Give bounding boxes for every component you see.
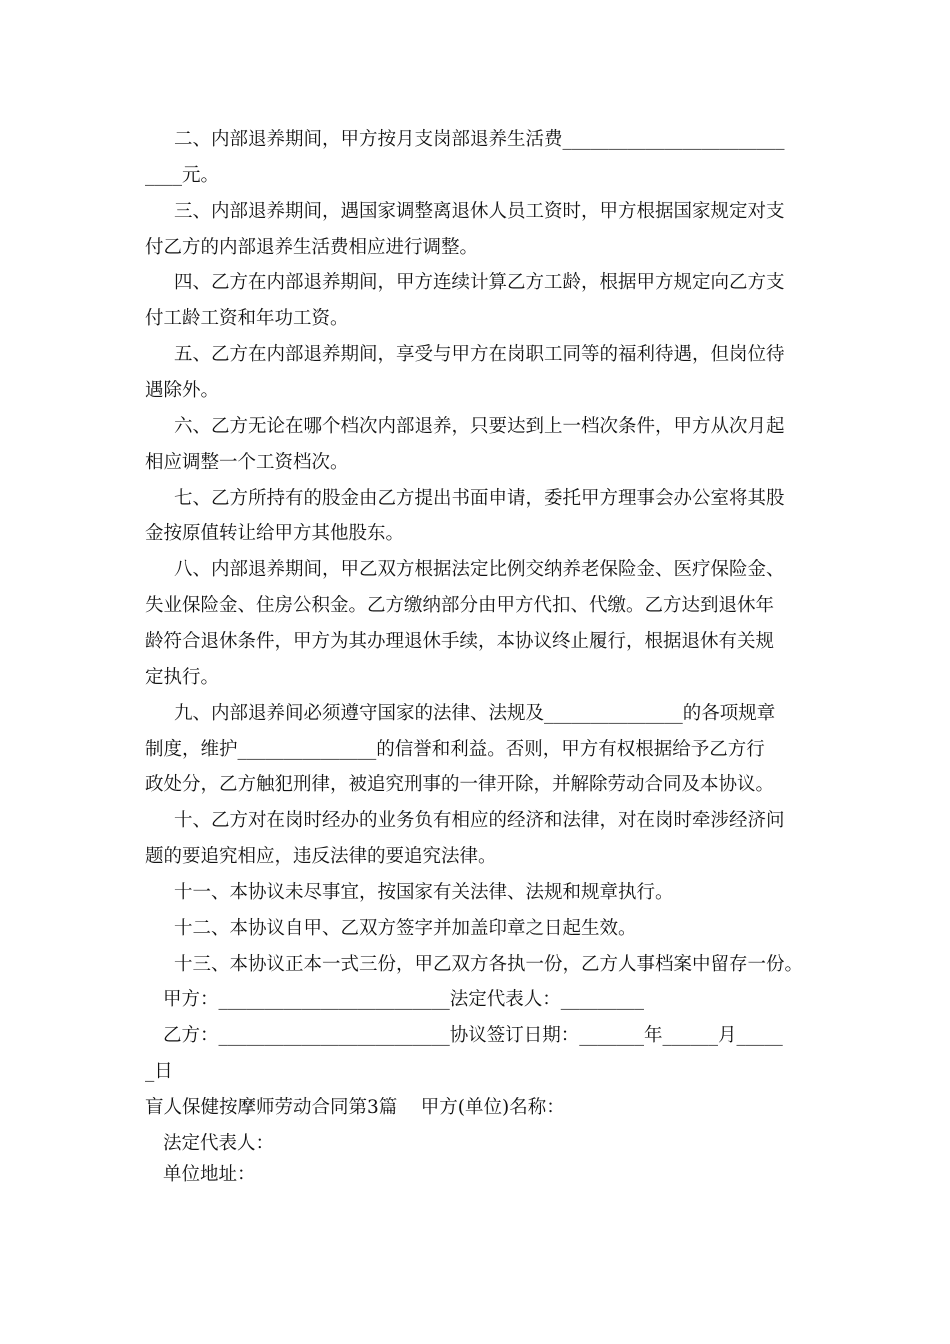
- doc-line-21: 题的要追究相应，违反法律的要追究法律。: [145, 846, 497, 867]
- doc-line-10: 相应调整一个工资档次。: [145, 452, 349, 473]
- doc-line-23: 十二、本协议自甲、乙双方签字并加盖印章之日起生效。: [174, 918, 637, 939]
- signature-line-party-b: 乙方：_________________________协议签订日期：_______年______月_____: [163, 1025, 783, 1046]
- unit-address-label: 单位地址：: [163, 1164, 256, 1185]
- doc-line-15: 龄符合退休条件，甲方为其办理退休手续，本协议终止履行，根据退休有关规: [145, 631, 775, 652]
- doc-line-27: _日: [145, 1061, 173, 1082]
- doc-line-9: 六、乙方无论在哪个档次内部退养，只要达到上一档次条件，甲方从次月起: [174, 416, 785, 437]
- doc-line-17: 九、内部退养间必须遵守国家的法律、法规及_______________的各项规章: [174, 703, 776, 724]
- doc-line-5: 四、乙方在内部退养期间，甲方连续计算乙方工龄，根据甲方规定向乙方支: [174, 272, 785, 293]
- doc-line-24: 十三、本协议正本一式三份，甲乙双方各执一份，乙方人事档案中留存一份。: [174, 954, 804, 975]
- doc-line-20: 十、乙方对在岗时经办的业务负有相应的经济和法律，对在岗时牵涉经济问: [174, 810, 785, 831]
- doc-line-8: 遇除外。: [145, 380, 220, 401]
- doc-line-13: 八、内部退养期间，甲乙双方根据法定比例交纳养老保险金、医疗保险金、: [174, 559, 785, 580]
- doc-line-11: 七、乙方所持有的股金由乙方提出书面申请，委托甲方理事会办公室将其股: [174, 488, 785, 509]
- section-heading: 盲人保健按摩师劳动合同第3篇 甲方(单位)名称：: [145, 1097, 565, 1118]
- legal-representative-label: 法定代表人：: [163, 1133, 275, 1154]
- doc-line-7: 五、乙方在内部退养期间，享受与甲方在岗职工同等的福利待遇，但岗位待: [174, 344, 785, 365]
- doc-line-3: 三、内部退养期间，遇国家调整离退休人员工资时，甲方根据国家规定对支: [174, 201, 785, 222]
- doc-line-4: 付乙方的内部退养生活费相应进行调整。: [145, 237, 479, 258]
- doc-line-18: 制度，维护_______________的信誉和利益。否则，甲方有权根据给予乙方行: [145, 739, 765, 760]
- doc-line-1: 二、内部退养期间，甲方按月支岗部退养生活费________________________: [174, 129, 785, 150]
- doc-line-14: 失业保险金、住房公积金。乙方缴纳部分由甲方代扣、代缴。乙方达到退休年: [145, 595, 775, 616]
- doc-line-22: 十一、本协议未尽事宜，按国家有关法律、法规和规章执行。: [174, 882, 674, 903]
- doc-line-6: 付工龄工资和年功工资。: [145, 308, 349, 329]
- signature-line-party-a: 甲方：_________________________法定代表人：_________: [163, 989, 645, 1010]
- doc-line-2: ____元。: [145, 165, 220, 186]
- doc-line-19: 政处分，乙方触犯刑律，被追究刑事的一律开除，并解除劳动合同及本协议。: [145, 774, 775, 795]
- doc-line-12: 金按原值转让给甲方其他股东。: [145, 523, 405, 544]
- doc-line-16: 定执行。: [145, 667, 220, 688]
